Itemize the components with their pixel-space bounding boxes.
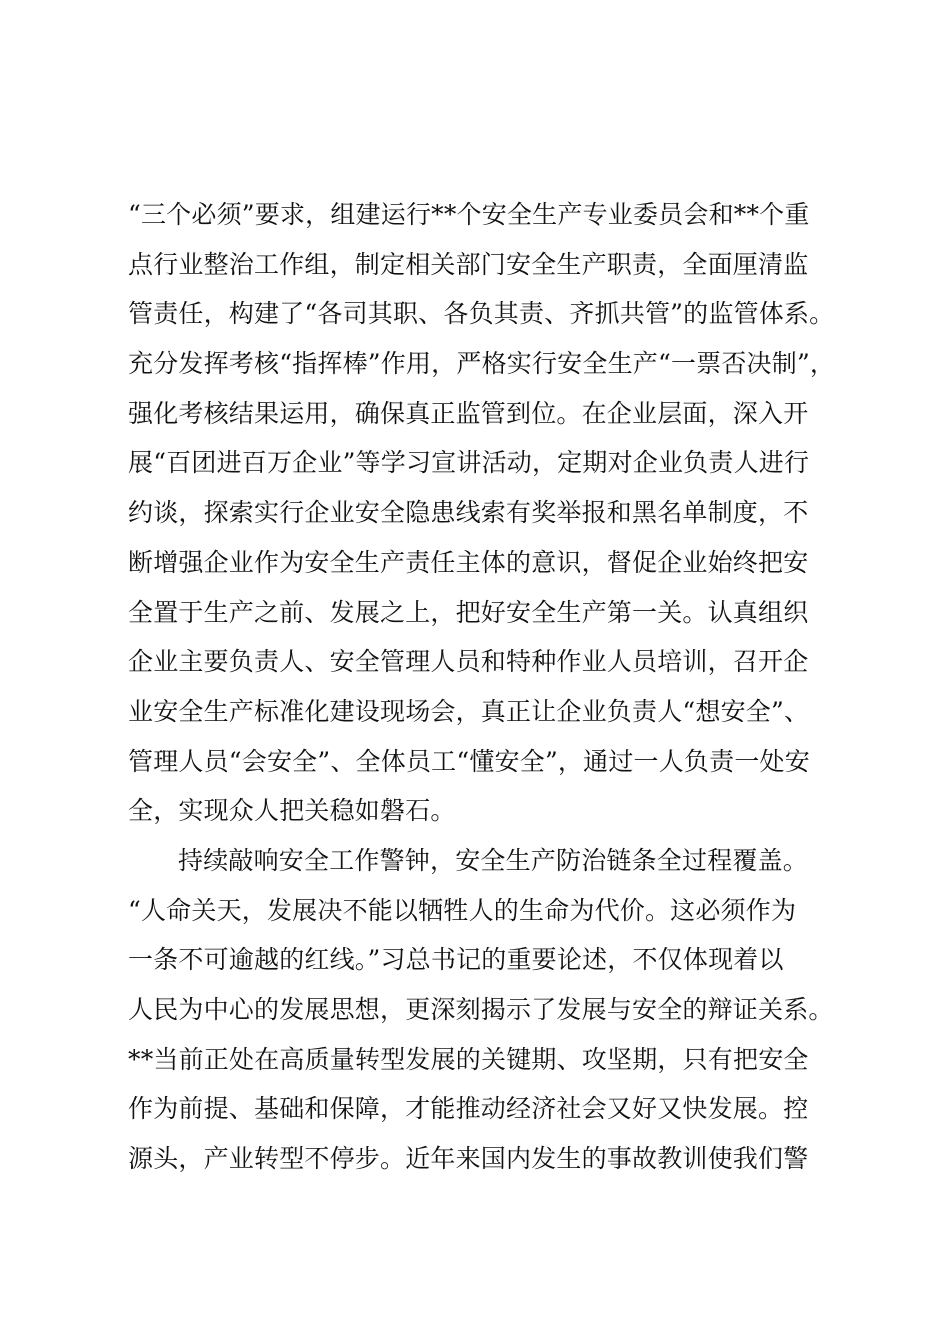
text-line: 管责任，构建了“各司其职、各负其责、齐抓共管”的监管体系。 [128,299,835,329]
text-line: 全置于生产之前、发展之上，把好安全生产第一关。认真组织 [128,597,809,627]
text-line: 点行业整治工作组，制定相关部门安全生产职责，全面厘清监 [128,249,809,279]
text-line: 企业主要负责人、安全管理人员和特种作业人员培训，召开企 [128,647,809,677]
text-line-indented: 持续敲响安全工作警钟，安全生产防治链条全过程覆盖。 [178,845,809,875]
text-line: 全，实现众人把关稳如磐石。 [128,796,456,826]
text-line: 一条不可逾越的红线。”习总书记的重要论述，不仅体现着以 [128,945,784,975]
text-line: 管理人员“会安全”、全体员工“懂安全”，通过一人负责一处安 [128,746,810,776]
body-text [128,190,848,1184]
text-line: 人民为中心的发展思想，更深刻揭示了发展与安全的辩证关系。 [128,995,834,1024]
text-line: 展“百团进百万企业”等学习宣讲活动，定期对企业负责人进行 [128,448,810,478]
text-line: 强化考核结果运用，确保真正监管到位。在企业层面，深入开 [128,398,809,428]
text-line: 约谈，探索实行企业安全隐患线索有奖举报和黑名单制度，不 [128,498,809,528]
paragraph-1 [128,190,848,836]
text-line: “人命关天，发展决不能以牺牲人的生命为代价。这必须作为 [128,895,797,925]
text-line: 业安全生产标准化建设现场会，真正让企业负责人“想安全”、 [128,696,810,726]
paragraph-2 [128,836,848,1184]
text-line: 作为前提、基础和保障，才能推动经济社会又好又快发展。控 [128,1094,809,1124]
text-line: 断增强企业作为安全生产责任主体的意识，督促企业始终把安 [128,547,809,577]
text-line: 充分发挥考核“指挥棒”作用，严格实行安全生产“一票否决制”， [128,349,836,379]
text-line: “三个必须”要求，组建运行**个安全生产专业委员会和**个重 [128,200,810,229]
text-line: 源头，产业转型不停步。近年来国内发生的事故教训使我们警 [128,1144,809,1174]
text-line: **当前正处在高质量转型发展的关键期、攻坚期，只有把安全 [128,1044,809,1074]
